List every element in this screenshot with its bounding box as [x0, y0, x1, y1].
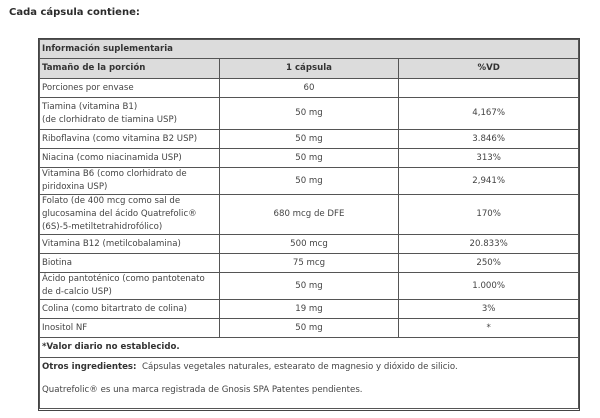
nutrient-dv: 313% [399, 149, 579, 168]
nutrient-dv: 20.833% [399, 235, 579, 254]
table-row [40, 273, 579, 300]
table-title: Información suplementaria [40, 40, 579, 59]
nutrient-amount: 75 mcg [219, 254, 399, 273]
other-ingredients-text: Cápsulas vegetales naturales, estearato de magnesio y dióxido de silicio. [141, 362, 458, 372]
nutrient-amount: 680 mcg de DFE [219, 195, 399, 235]
nutrient-name: Colina (como bitartrato de colina) [40, 300, 220, 319]
other-ingredients-line [42, 361, 576, 374]
trademark-note: Quatrefolic® es una marca registrada de Gnosis SPA Patentes pendientes. [42, 385, 363, 395]
nutrient-dv: 170% [399, 195, 579, 235]
nutrient-amount: 50 mg [219, 98, 399, 130]
nutrient-name-line1: Tiamina (vitamina B1) [42, 101, 138, 112]
nutrient-amount: 50 mg [219, 319, 399, 338]
nutrient-dv: 250% [399, 254, 579, 273]
table-title-row [40, 40, 579, 59]
column-header-amount: 1 cápsula [219, 59, 399, 79]
nutrient-name-line2: (de clorhidrato de tiamina USP) [42, 114, 178, 125]
nutrient-name: Porciones por envase [40, 79, 220, 98]
other-ingredients-label: Otros ingredientes: [42, 362, 137, 372]
footnote-row [40, 338, 579, 358]
section-heading: Cada cápsula contiene: [9, 7, 140, 18]
nutrient-dv: 4,167% [399, 98, 579, 130]
table-row [40, 98, 579, 130]
table-row [40, 130, 579, 149]
nutrient-amount: 50 mg [219, 149, 399, 168]
nutrient-name: Vitamina B12 (metilcobalamina) [40, 235, 220, 254]
supplement-facts-table [39, 39, 579, 409]
table-row [40, 319, 579, 338]
table-row [40, 195, 579, 235]
nutrient-name: Ácido pantoténico (como pantotenato de d-calcio USP) [40, 273, 220, 300]
table-row [40, 168, 579, 195]
nutrient-dv [399, 79, 579, 98]
nutrient-name: Folato (de 400 mcg como sal de glucosamina del ácido Quatrefolic® (6S)-5-metiltetrahidrofólico) [40, 195, 220, 235]
nutrient-name: Inositol NF [40, 319, 220, 338]
nutrient-amount: 500 mcg [219, 235, 399, 254]
nutrient-dv: 1.000% [399, 273, 579, 300]
nutrient-amount: 50 mg [219, 273, 399, 300]
nutrient-name: Vitamina B6 (como clorhidrato de piridoxina USP) [40, 168, 220, 195]
table-row [40, 300, 579, 319]
column-header-dv: %VD [399, 59, 579, 79]
nutrient-name: Riboflavina (como vitamina B2 USP) [40, 130, 220, 149]
nutrient-dv: * [399, 319, 579, 338]
nutrient-name [40, 98, 220, 130]
table-row [40, 149, 579, 168]
nutrient-amount: 19 mg [219, 300, 399, 319]
nutrient-name: Niacina (como niacinamida USP) [40, 149, 220, 168]
nutrient-dv: 2,941% [399, 168, 579, 195]
table-row [40, 79, 579, 98]
nutrient-amount: 50 mg [219, 130, 399, 149]
ingredients-row [40, 358, 579, 409]
column-header-serving: Tamaño de la porción [40, 59, 220, 79]
nutrient-dv: 3.846% [399, 130, 579, 149]
nutrient-amount: 60 [219, 79, 399, 98]
nutrient-dv: 3% [399, 300, 579, 319]
daily-value-note: *Valor diario no establecido. [40, 338, 579, 358]
nutrient-name: Biotina [40, 254, 220, 273]
supplement-facts-panel [38, 38, 580, 411]
table-row [40, 254, 579, 273]
table-header-row [40, 59, 579, 79]
table-row [40, 235, 579, 254]
ingredients-cell [40, 358, 579, 409]
nutrient-amount: 50 mg [219, 168, 399, 195]
